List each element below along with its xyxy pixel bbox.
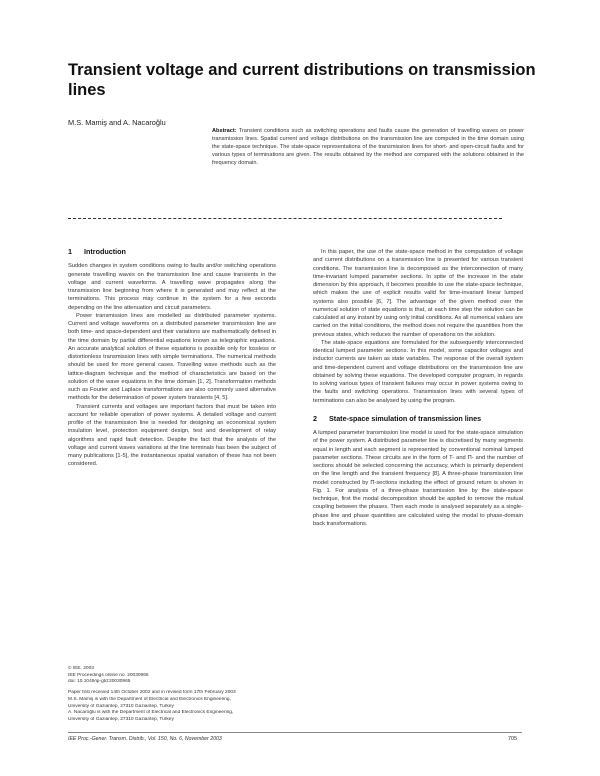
- abstract: [212, 127, 524, 167]
- note-line: doi: 10.1049/ip-gtd:20030965: [68, 679, 131, 685]
- paragraph: Power transmission lines are modelled as distributed parameter systems. Current and voltage waveforms on a distributed parameter transmission line are both time- and space-dependent and their variations are mathematically defined in the time domain by partial differential equations known as telegraphic equations. An accurate analytical solution of these equations is possible only for lossless or distortionless transmission lines with simple terminations. The numerical methods should be used for more general cases. Travelling wave methods such as the lattice-diagram technique and the method of characteristics are based on the solution of the wave equations in the time domain [1, 2]. Transformation methods such as Fourier and Laplace transformations are also commonly used alternative methods for the determination of power system transients [4, 5].: [68, 312, 276, 402]
- left-column: [68, 248, 276, 469]
- journal-citation: IEE Proc.-Gener. Transm. Distrib., Vol. 150, No. 6, November 2003: [68, 736, 222, 742]
- paragraph: Transient currents and voltages are important factors that must be taken into account for reliable operation of power systems. A detailed voltage and current profile of the transmission line is needed for designing an economical system insulation level, protection equipment design, test and development of relay algorithms and rapid fault detection. Despite the fact that the analysis of the voltage and current waves variations at the line terminals has been the subject of many publications [1-5], the instantaneous spatial variation of these has not been considered.: [68, 403, 276, 468]
- note-line: IEE Proceedings online no. 20030965: [68, 672, 149, 678]
- authors: M.S. Mamiş and A. Nacaroğlu: [68, 118, 166, 127]
- abstract-divider: [68, 218, 502, 219]
- section-heading-state-space: [313, 415, 523, 423]
- right-column: [313, 248, 523, 528]
- abstract-text: Transient conditions such as switching operations and faults cause the generation of travelling waves on power transmission lines. Spatial current and voltage distributions on the transmission line are computed in the time domain using the state-space technique. The state-space representations of the transmission lines for short- and open-circuit faults and for various types of terminations are given. The results obtained by the method are compared with the solutions obtained in the frequency domain.: [212, 128, 525, 167]
- note-line: University of Gaziantep, 27310 Gaziantep, Turkey: [68, 716, 174, 722]
- section-number: 1: [68, 247, 72, 256]
- note-line: © IEE, 2003: [68, 666, 94, 671]
- page-number: 705: [508, 736, 517, 742]
- section-title: Introduction: [84, 247, 126, 256]
- paper-title: Transient voltage and current distributions on transmission lines: [68, 61, 536, 99]
- paragraph: Sudden changes in system conditions owing to faults and/or switching operations generate travelling waves on the transmission line and cause transients in the voltage and current waveforms. A travelling wave propagates along the transmission line beginning from where it is generated and may reflect at the terminations. This process may continue in the system for a few seconds depending on the line attenuation and circuit parameters.: [68, 263, 276, 311]
- section-heading-introduction: [68, 248, 276, 256]
- footer-divider: [68, 732, 522, 733]
- paragraph: In this paper, the use of the state-space method in the computation of voltage and current distributions on a transmission line is presented for various transient conditions. The transmission line is decomposed as the interconnection of many time-invariant lumped parameter sections. In spite of the increase in the state dimension by this approach, it becomes possible to use the state-space technique, which makes the use of explicit results valid for time-invariant linear lumped systems also possible [6, 7]. The advantage of the given method over the numerical solution of state equations is that, at each time step the solution can be calculated at any instant by using only initial conditions. As all numerical values are carried on the initial conditions, the method does not require the quantities from the previous states, which reduces the number of operations on the solution.: [313, 249, 523, 338]
- section-number: 2: [313, 413, 317, 423]
- footnotes: [68, 666, 278, 724]
- note-line: University of Gaziantep, 27310 Gaziantep, Turkey: [68, 703, 174, 709]
- abstract-label: Abstract:: [212, 128, 237, 134]
- note-line: Paper first received 14th October 2002 and in revised form 17th February 2003: [68, 690, 236, 696]
- note-line: A. Nacaroğlu is with the Department of Electrical and Electronics Engineering,: [68, 710, 234, 716]
- paragraph: The state-space equations are formulated for the subsequently interconnected identical lumped parameter sections. In this model, some capacitor voltages and inductor currents are taken as state variables. The response of the overall system and time-dependent current and voltage distributions on the transmission line are obtained by solving these equations. The developed computer program, in regards to solving various types of transient failures may occur in power systems owing to the faults and switching operations. Transmission lines with several types of terminations can also be analysed by using the program.: [313, 339, 523, 404]
- section-title: State-space simulation of transmission lines: [329, 413, 482, 423]
- paragraph: A lumped parameter transmission line model is used for the state-space simulation of the power system. A distributed parameter line is discretised by many segments equal in length and each segment is represented by conventional nominal lumped parameter sections. These circuits are in the form of T- and Π- and the number of sections should be selected concerning the accuracy, which is primarily dependent on the line length and the transient frequency [8]. A three-phase transmission line model constructed by Π-sections including the effect of ground return is shown in Fig. 1. For analysis of a three-phase transmission line by the state-space technique, first the modal decomposition should be applied to remove the mutual coupling between the phases. Then each mode is analysed separately as a single-phase line and phase quantities are calculated using the modal to phase-domain back transformations.: [313, 430, 523, 527]
- note-line: M.S. Mamiş is with the Department of Electrical and Electronics Engineering,: [68, 696, 231, 702]
